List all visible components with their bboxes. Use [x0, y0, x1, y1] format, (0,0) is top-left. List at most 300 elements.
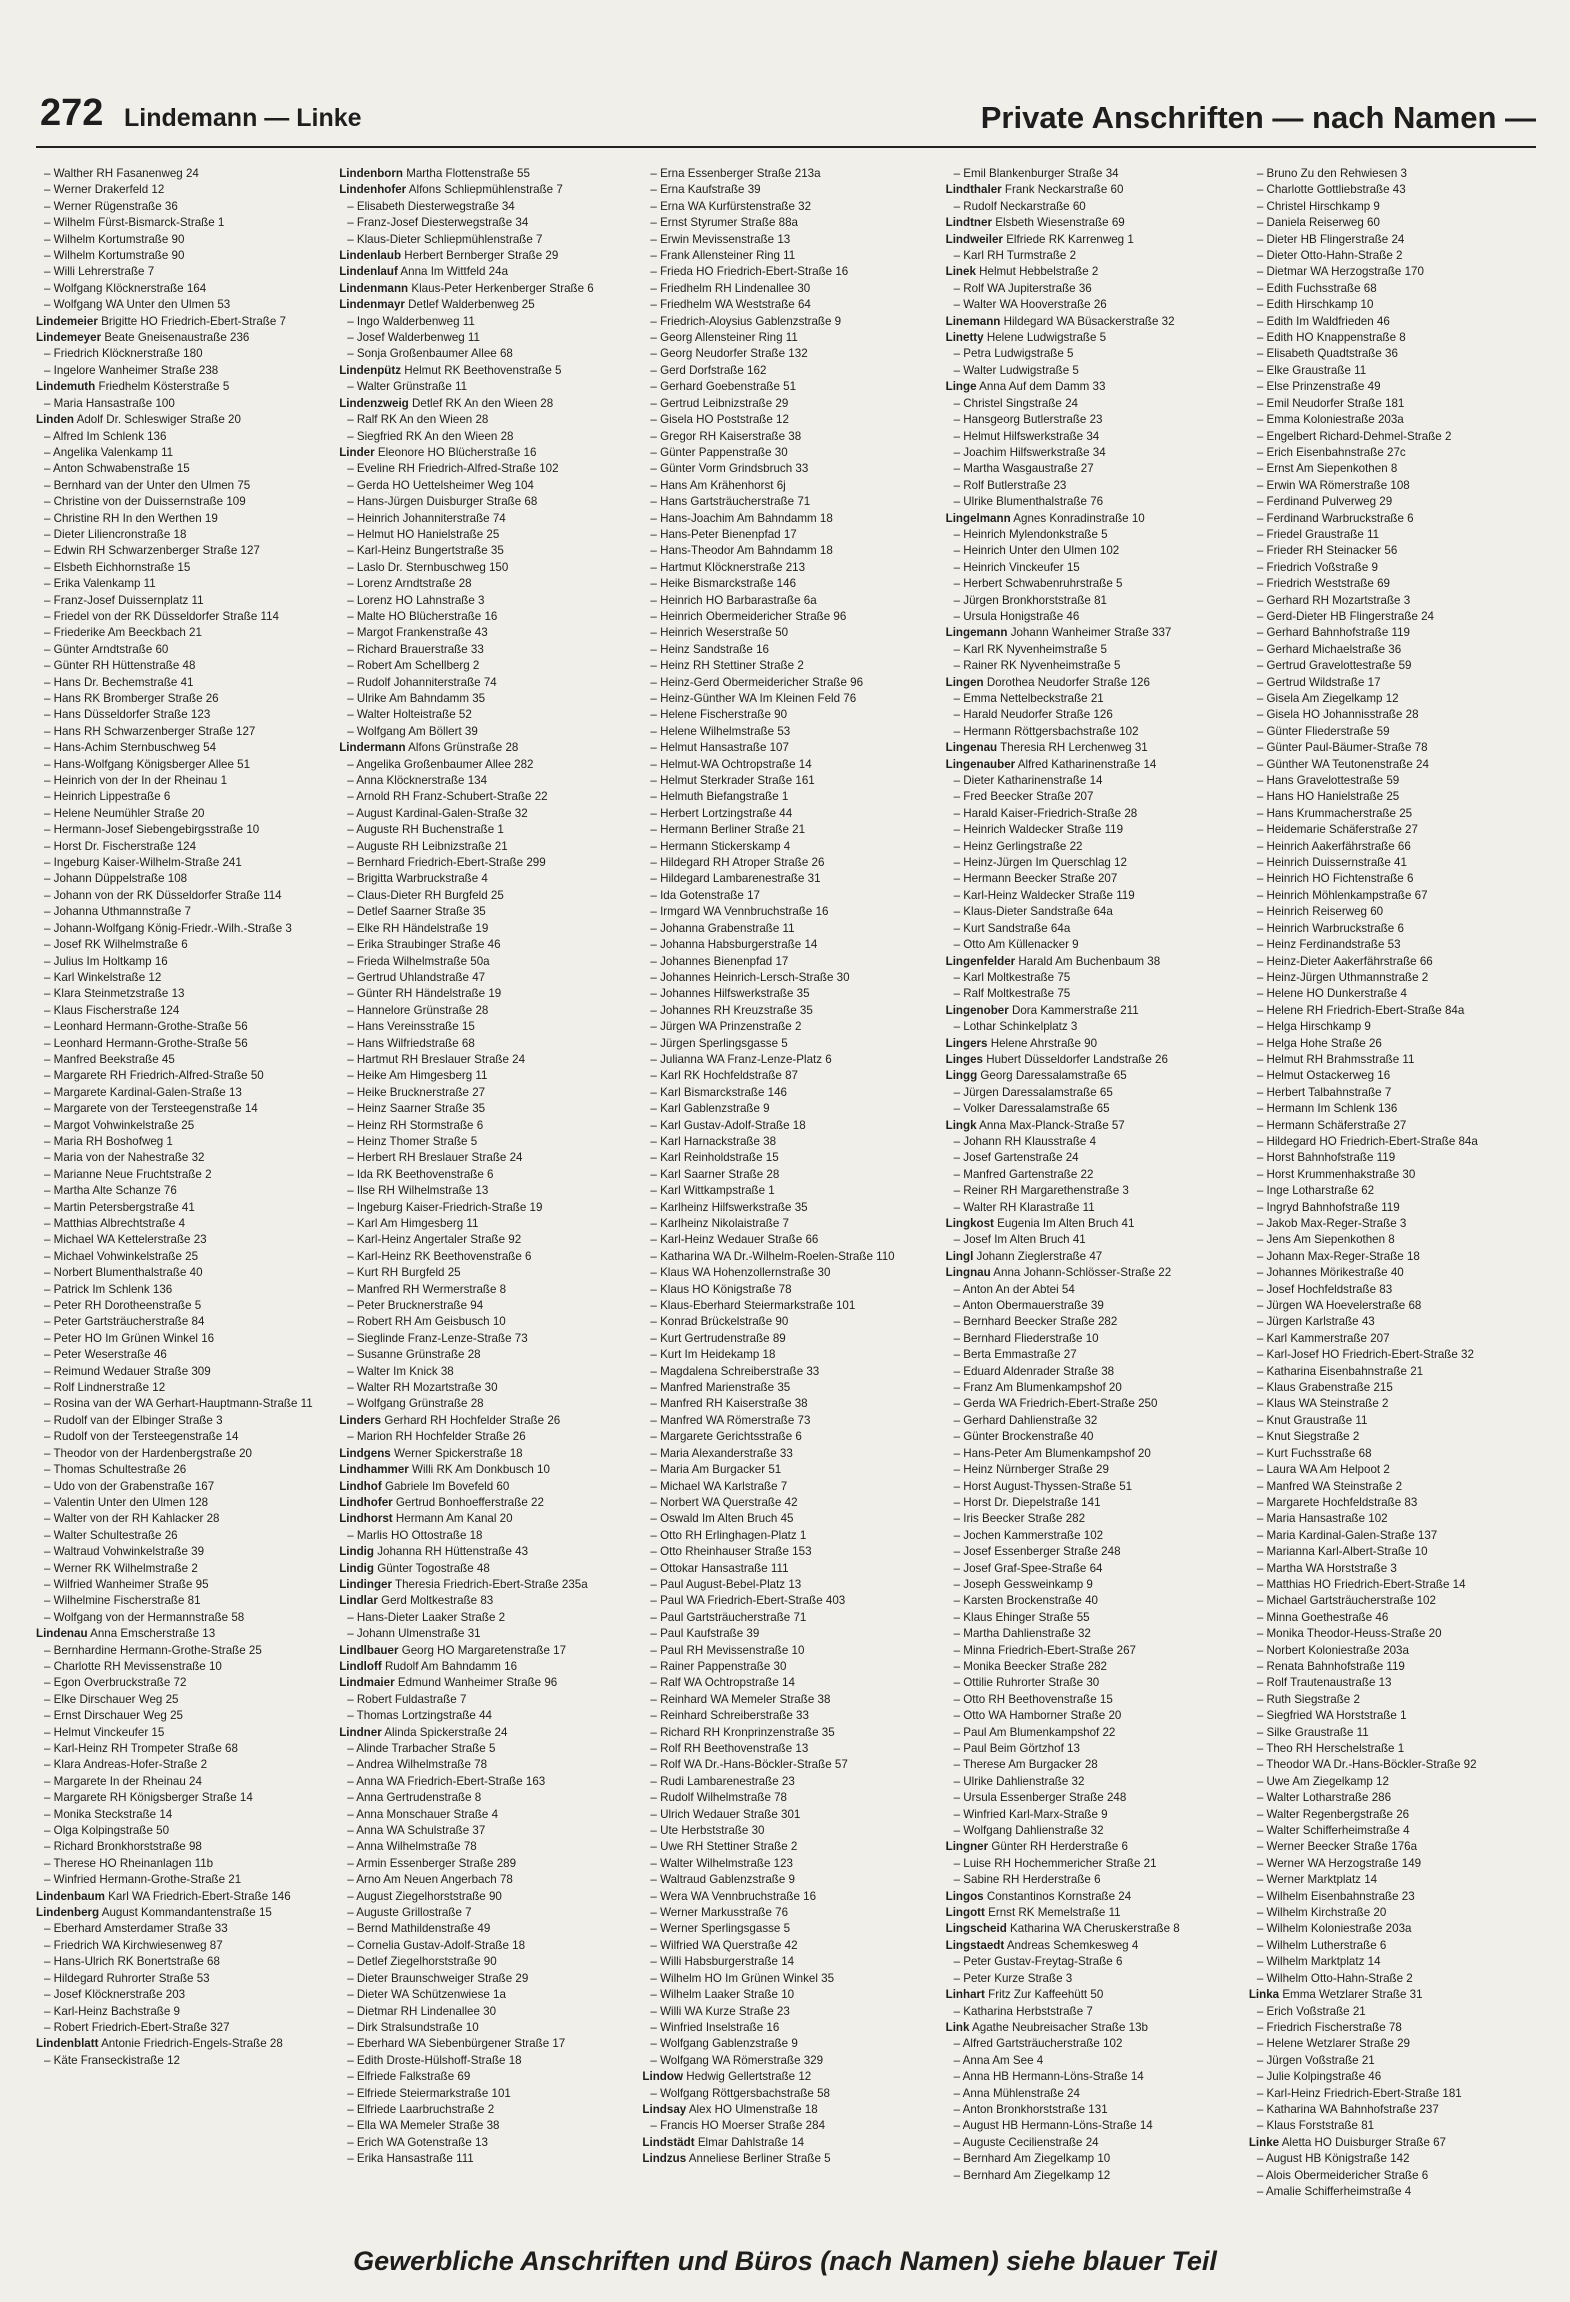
listing-entry	[339, 199, 636, 215]
entry-text: Josef Essenberger Straße 248	[963, 1545, 1121, 1559]
listing-column-1	[36, 166, 333, 2226]
entry-text: Petra Ludwigstraße 5	[963, 347, 1074, 361]
entry-text: Maria Hansastraße 100	[53, 396, 175, 410]
listing-entry	[1249, 1708, 1546, 1724]
entry-text: Auguste RH Leibnizstraße 21	[356, 839, 508, 853]
entry-text: Heinrich Reiserweg 60	[1266, 905, 1384, 919]
entry-text: Erna WA Kurfürstenstraße 32	[660, 199, 812, 213]
entry-text: Heinrich von der In der Rheinau 1	[53, 774, 228, 788]
entry-text: Bernhard Friedrich-Ebert-Straße 299	[356, 856, 546, 870]
entry-text: Klara Andreas-Hofer-Straße 2	[53, 1758, 208, 1772]
entry-text: Erwin Mevissenstraße 13	[660, 232, 791, 246]
entry-text: Hans HO Hanielstraße 25	[1266, 790, 1400, 804]
listing-entry	[36, 1790, 333, 1806]
listing-entry	[642, 1741, 939, 1757]
listing-entry	[339, 2004, 636, 2020]
entry-text: Karlheinz Nikolaistraße 7	[660, 1217, 789, 1230]
entry-text: Martha Alte Schanze 76	[53, 1184, 177, 1198]
listing-entry	[1249, 1774, 1546, 1790]
listing-entry	[1249, 855, 1546, 871]
listing-entry	[946, 1905, 1243, 1921]
entry-text: Walter Ludwigstraße 5	[963, 363, 1079, 377]
listing-entry	[946, 593, 1243, 609]
listing-entry	[36, 461, 333, 477]
listing-entry	[339, 855, 636, 871]
entry-text: Jochen Kammerstraße 102	[963, 1528, 1104, 1542]
listing-entry	[36, 543, 333, 559]
listing-entry	[642, 2053, 939, 2069]
entry-text: Kurt Sandstraße 64a	[963, 921, 1071, 935]
entry-text: Ursula Honigstraße 46	[963, 609, 1080, 623]
entry-text: Ursula Essenberger Straße 248	[963, 1791, 1127, 1805]
entry-text: Friederike Am Beeckbach 21	[53, 626, 202, 640]
entry-text: Hans-Wolfgang Königsberger Allee 51	[53, 757, 251, 771]
entry-text: Heinz-Dieter Aakerfährstraße 66	[1266, 954, 1433, 968]
listing-entry	[36, 297, 333, 313]
listing-entry	[642, 1823, 939, 1839]
listing-entry	[946, 675, 1243, 691]
entry-text: Helga Hohe Straße 26	[1266, 1036, 1382, 1050]
listing-entry	[339, 1544, 636, 1560]
entry-text: Ingeburg Kaiser-Friedrich-Straße 19	[356, 1200, 543, 1214]
listing-entry	[1249, 1807, 1546, 1823]
listing-entry	[946, 1643, 1243, 1659]
listing-entry	[36, 789, 333, 805]
listing-entry	[339, 1314, 636, 1330]
listing-entry	[946, 691, 1243, 707]
listing-entry	[339, 1741, 636, 1757]
listing-entry	[642, 511, 939, 527]
listing-entry	[946, 1544, 1243, 1560]
listing-entry	[946, 1577, 1243, 1593]
listing-entry	[339, 1610, 636, 1626]
entry-text: Josef Gartenstraße 24	[963, 1151, 1079, 1165]
entry-text: Friedhelm WA Weststraße 64	[660, 298, 811, 312]
entry-text: Alois Obermeidericher Straße 6	[1265, 2168, 1429, 2182]
entry-text: Karl-Heinz Bachstraße 9	[53, 2004, 180, 2018]
entry-text: Detlef Walderbenweg 25	[408, 298, 535, 312]
listing-entry	[642, 757, 939, 773]
entry-text: Monika Beecker Straße 282	[963, 1659, 1107, 1673]
listing-entry	[1249, 1265, 1546, 1281]
surname: Lindlar	[339, 1594, 378, 1608]
entry-text: Minna Friedrich-Ebert-Straße 267	[963, 1643, 1136, 1657]
entry-text: Frieder RH Steinacker 56	[1266, 544, 1398, 558]
entry-text: Charlotte RH Mevissenstraße 10	[53, 1659, 222, 1673]
entry-text: Werner RK Wilhelmstraße 2	[53, 1561, 198, 1575]
entry-text: Wilhelm Marktplatz 14	[1266, 1955, 1381, 1969]
entry-text: Peter Gustav-Freytag-Straße 6	[963, 1955, 1123, 1969]
entry-text: Ernst Am Siepenkothen 8	[1266, 462, 1398, 476]
entry-text: Theo RH Herschelstraße 1	[1266, 1742, 1405, 1755]
listing-entry	[642, 1577, 939, 1593]
listing-entry	[642, 1872, 939, 1888]
listing-entry	[642, 970, 939, 986]
entry-text: Paul August-Bebel-Platz 13	[660, 1577, 802, 1591]
entry-text: Detlef Ziegelhorststraße 90	[356, 1955, 497, 1969]
listing-entry	[946, 1479, 1243, 1495]
entry-text: Herbert Talbahnstraße 7	[1266, 1085, 1392, 1099]
listing-column-3	[642, 166, 939, 2226]
entry-text: Erika Straubinger Straße 46	[356, 938, 501, 952]
listing-entry	[946, 707, 1243, 723]
entry-text: Alex HO Ulmenstraße 18	[688, 2102, 818, 2116]
entry-text: Arnold RH Franz-Schubert-Straße 22	[356, 790, 548, 804]
listing-entry	[946, 297, 1243, 313]
entry-text: Leonhard Hermann-Grothe-Straße 56	[53, 1020, 248, 1034]
entry-text: Wolfgang WA Unter den Ulmen 53	[53, 298, 231, 312]
listing-entry	[642, 1183, 939, 1199]
entry-text: Jürgen Daressalamstraße 65	[963, 1085, 1113, 1099]
listing-entry	[946, 2004, 1243, 2020]
listing-entry	[1249, 560, 1546, 576]
listing-entry	[642, 2135, 939, 2151]
listing-entry	[339, 986, 636, 1002]
entry-text: Ferdinand Warbruckstraße 6	[1266, 511, 1414, 525]
listing-entry	[36, 1659, 333, 1675]
entry-text: Edith Im Waldfrieden 46	[1266, 314, 1390, 328]
entry-text: Reinhard WA Memeler Straße 38	[660, 1692, 831, 1706]
listing-entry	[946, 560, 1243, 576]
listing-entry	[642, 625, 939, 641]
listing-entry	[1249, 182, 1546, 198]
listing-entry	[1249, 297, 1546, 313]
surname: Linke	[1248, 2135, 1280, 2149]
entry-text: Manfred WA Römerstraße 73	[660, 1413, 811, 1427]
entry-text: Iris Beecker Straße 282	[963, 1512, 1086, 1526]
entry-text: Gerhard Bahnhofstraße 119	[1266, 626, 1410, 640]
listing-entry	[642, 1085, 939, 1101]
listing-entry	[1249, 1511, 1546, 1527]
listing-entry	[946, 379, 1243, 395]
listing-entry	[1249, 264, 1546, 280]
listing-entry	[642, 1593, 939, 1609]
entry-text: Edith HO Knappenstraße 8	[1266, 331, 1406, 345]
surname: Lindner	[339, 1725, 382, 1739]
listing-entry	[946, 1052, 1243, 1068]
entry-text: Helmut Hansastraße 107	[660, 741, 789, 755]
listing-entry	[1249, 1101, 1546, 1117]
entry-text: Katharina Eisenbahnstraße 21	[1266, 1364, 1424, 1378]
entry-text: Rolf WA Jupiterstraße 36	[963, 281, 1092, 295]
entry-text: Jürgen WA Prinzenstraße 2	[660, 1020, 802, 1034]
entry-text: Johanna Grabenstraße 11	[660, 921, 795, 935]
entry-text: Anna Im Wittfeld 24a	[400, 265, 509, 279]
listing-entry	[642, 1757, 939, 1773]
entry-text: Anna HB Hermann-Löns-Straße 14	[962, 2070, 1144, 2084]
listing-entry	[642, 954, 939, 970]
listing-entry	[339, 1167, 636, 1183]
listing-entry	[1249, 527, 1546, 543]
listing-entry	[339, 1052, 636, 1068]
entry-text: Rolf RH Beethovenstraße 13	[660, 1742, 809, 1755]
entry-text: Gerd-Dieter HB Flingerstraße 24	[1266, 609, 1435, 623]
entry-text: Johann Wanheimer Straße 337	[1010, 626, 1172, 640]
listing-entry	[1249, 363, 1546, 379]
entry-text: Karl-Heinz Bungertstraße 35	[356, 544, 504, 558]
entry-text: Helmut Sterkrader Straße 161	[660, 774, 815, 788]
entry-text: Manfred Beekstraße 45	[53, 1052, 175, 1066]
listing-entry	[946, 199, 1243, 215]
entry-text: Harald Neudorfer Straße 126	[963, 708, 1113, 722]
surname: Lingnau	[945, 1266, 991, 1280]
listing-entry	[1249, 215, 1546, 231]
entry-text: Winfried Hermann-Grothe-Straße 21	[53, 1873, 242, 1887]
listing-entry	[36, 675, 333, 691]
listing-entry	[36, 281, 333, 297]
entry-text: Wera WA Vennbruchstraße 16	[660, 1889, 817, 1903]
entry-text: Maria Kardinal-Galen-Straße 137	[1266, 1528, 1438, 1542]
entry-text: Josef RK Wilhelmstraße 6	[53, 938, 188, 952]
listing-entry	[946, 740, 1243, 756]
listing-entry	[1249, 642, 1546, 658]
entry-text: Friedhelm RH Lindenallee 30	[660, 281, 811, 295]
entry-text: Elsbeth Eichhornstraße 15	[53, 560, 191, 574]
listing-entry	[339, 215, 636, 231]
entry-text: Dietmar WA Herzogstraße 170	[1266, 265, 1424, 279]
listing-entry	[339, 593, 636, 609]
listing-entry	[1249, 1331, 1546, 1347]
listing-entry	[1249, 1380, 1546, 1396]
listing-entry	[1249, 937, 1546, 953]
listing-entry	[1249, 871, 1546, 887]
surname: Lingscheid	[945, 1922, 1007, 1936]
listing-entry	[642, 822, 939, 838]
listing-entry	[642, 478, 939, 494]
listing-entry	[946, 2069, 1243, 2085]
entry-text: Malte HO Blücherstraße 16	[356, 609, 498, 623]
entry-text: Beate Gneisenaustraße 236	[104, 331, 250, 345]
listing-entry	[946, 1118, 1243, 1134]
listing-entry	[339, 511, 636, 527]
listing-entry	[946, 1708, 1243, 1724]
listing-entry	[36, 888, 333, 904]
listing-entry	[36, 182, 333, 198]
entry-text: Bernhard Am Ziegelkamp 10	[963, 2152, 1111, 2166]
entry-text: Thomas Schultestraße 26	[53, 1463, 187, 1477]
listing-entry	[36, 707, 333, 723]
listing-entry	[1249, 1626, 1546, 1642]
listing-entry	[946, 1429, 1243, 1445]
entry-text: Margot Frankenstraße 43	[356, 626, 488, 640]
entry-text: Karl-Heinz Friedrich-Ebert-Straße 181	[1266, 2086, 1462, 2100]
entry-text: Hedwig Gellertstraße 12	[686, 2070, 812, 2084]
listing-entry	[36, 1068, 333, 1084]
listing-entry	[642, 1364, 939, 1380]
entry-text: Herbert RH Breslauer Straße 24	[356, 1151, 523, 1165]
entry-text: Anna Monschauer Straße 4	[356, 1807, 499, 1821]
listing-entry	[946, 1495, 1243, 1511]
listing-entry	[1249, 396, 1546, 412]
listing-entry	[946, 1725, 1243, 1741]
listing-entry	[36, 1971, 333, 1987]
entry-text: Ilse RH Wilhelmstraße 13	[356, 1184, 489, 1198]
listing-entry	[642, 1036, 939, 1052]
listing-entry	[642, 1954, 939, 1970]
listing-entry	[946, 1889, 1243, 1905]
entry-text: Karl Saarner Straße 28	[660, 1167, 780, 1181]
listing-entry	[339, 1757, 636, 1773]
listing-entry	[36, 1938, 333, 1954]
listing-entry	[642, 1905, 939, 1921]
entry-text: Peter Gartsträucherstraße 84	[53, 1315, 205, 1329]
entry-text: Joseph Gessweinkamp 9	[963, 1577, 1093, 1591]
entry-text: Anna Johann-Schlösser-Straße 22	[993, 1266, 1172, 1280]
listing-entry	[339, 396, 636, 412]
entry-text: Helmut RK Beethovenstraße 5	[404, 363, 562, 377]
entry-text: Dirk Stralsundstraße 10	[356, 2020, 479, 2034]
entry-text: August Kardinal-Galen-Straße 32	[356, 806, 528, 820]
listing-entry	[36, 1150, 333, 1166]
entry-text: Heinz-Jürgen Uthmannstraße 2	[1266, 970, 1429, 984]
entry-text: Wilhelm HO Im Grünen Winkel 35	[660, 1971, 835, 1985]
entry-text: Günther WA Teutonenstraße 24	[1266, 757, 1429, 771]
entry-text: Ulrike Blumenthalstraße 76	[963, 495, 1104, 509]
surname: Lindsay	[642, 2102, 687, 2116]
entry-text: Martin Petersbergstraße 41	[53, 1200, 195, 1214]
listing-entry	[1249, 1921, 1546, 1937]
listing-entry	[642, 593, 939, 609]
entry-text: Karl-Heinz Angertaler Straße 92	[356, 1233, 522, 1247]
listing-entry	[339, 445, 636, 461]
entry-text: Gerd Dorfstraße 162	[660, 363, 767, 377]
entry-text: Gertrud Wildstraße 17	[1266, 675, 1381, 689]
entry-text: Kurt Im Heidekamp 18	[660, 1348, 776, 1362]
listing-entry	[339, 1347, 636, 1363]
listing-entry	[1249, 1446, 1546, 1462]
listing-entry	[946, 2118, 1243, 2134]
listing-entry	[36, 757, 333, 773]
entry-text: Norbert Koloniestraße 203a	[1266, 1643, 1409, 1657]
entry-text: Willi Habsburgerstraße 14	[660, 1955, 795, 1969]
entry-text: Peter Brucknerstraße 94	[356, 1299, 484, 1313]
listing-entry	[339, 789, 636, 805]
surname: Linhart	[945, 1988, 985, 2002]
entry-text: Lothar Schinkelplatz 3	[963, 1020, 1078, 1034]
entry-text: Elisabeth Diesterwegstraße 34	[356, 199, 515, 213]
listing-entry	[339, 1954, 636, 1970]
listing-entry	[642, 1708, 939, 1724]
entry-text: Heinz Sandstraße 16	[660, 642, 769, 656]
entry-text: Günter Fliederstraße 59	[1266, 724, 1390, 738]
listing-entry	[1249, 1003, 1546, 1019]
listing-entry	[946, 1528, 1243, 1544]
entry-text: Christine von der Duissernstraße 109	[53, 495, 246, 509]
listing-entry	[642, 281, 939, 297]
listing-entry	[36, 1544, 333, 1560]
entry-text: Margarete von der Tersteegenstraße 14	[53, 1102, 258, 1116]
listing-entry	[1249, 954, 1546, 970]
listing-entry	[1249, 1118, 1546, 1134]
listing-entry	[642, 2004, 939, 2020]
listing-entry	[946, 2151, 1243, 2167]
entry-text: Erna Essenberger Straße 213a	[660, 167, 821, 180]
entry-text: Helmut RH Brahmsstraße 11	[1266, 1052, 1415, 1066]
listing-entry	[946, 1003, 1243, 1019]
listing-entry	[642, 675, 939, 691]
entry-text: Paul Beim Görtzhof 13	[963, 1742, 1080, 1755]
listing-entry	[36, 232, 333, 248]
surname: Lingenauber	[945, 757, 1016, 771]
entry-text: Helga Hirschkamp 9	[1266, 1020, 1371, 1034]
listing-entry	[36, 1905, 333, 1921]
listing-entry	[339, 1790, 636, 1806]
listing-entry	[946, 1183, 1243, 1199]
entry-text: Hans Krummacherstraße 25	[1266, 806, 1413, 820]
entry-text: Helene Ludwigstraße 5	[986, 331, 1107, 345]
entry-text: Heinz Nürnberger Straße 29	[963, 1463, 1109, 1477]
entry-text: Heinz Gerlingstraße 22	[963, 839, 1083, 853]
entry-text: Hermann-Josef Siebengebirgsstraße 10	[53, 823, 260, 837]
listing-entry	[36, 264, 333, 280]
entry-text: Gerd Moltkestraße 83	[381, 1594, 494, 1608]
listing-entry	[946, 1757, 1243, 1773]
listing-entry	[1249, 1757, 1546, 1773]
listing-entry	[36, 1347, 333, 1363]
entry-text: Walter RH Klarastraße 11	[963, 1200, 1095, 1214]
entry-text: Wolfgang Grünstraße 28	[356, 1397, 484, 1411]
entry-text: Bernhard Fliederstraße 10	[963, 1331, 1099, 1345]
entry-text: Karl Winkelstraße 12	[53, 970, 162, 984]
listing-entry	[36, 1101, 333, 1117]
entry-text: Klaus WA Hohenzollernstraße 30	[660, 1266, 831, 1280]
listing-entry	[36, 1856, 333, 1872]
entry-text: Hans Dr. Bechemstraße 41	[53, 675, 194, 689]
listing-entry	[642, 773, 939, 789]
entry-text: Helmut HO Hanielstraße 25	[356, 527, 500, 541]
entry-text: Heinz Thomer Straße 5	[356, 1134, 478, 1148]
entry-text: Otto Am Küllenacker 9	[963, 938, 1079, 952]
surname: Linetty	[945, 331, 984, 345]
entry-text: Christel Hirschkamp 9	[1266, 199, 1380, 213]
surname: Lindenlaub	[339, 249, 402, 263]
listing-entry	[339, 412, 636, 428]
entry-text: Klaus WA Steinstraße 2	[1266, 1397, 1389, 1411]
entry-text: Bernd Mathildenstraße 49	[356, 1922, 491, 1936]
listing-entry	[339, 675, 636, 691]
listing-entry	[946, 1856, 1243, 1872]
listing-entry	[946, 166, 1243, 182]
entry-text: Karl Harnackstraße 38	[660, 1134, 777, 1148]
entry-text: Karl Am Himgesberg 11	[356, 1217, 479, 1230]
entry-text: Paul Kaufstraße 39	[660, 1627, 760, 1641]
listing-entry	[642, 986, 939, 1002]
listing-entry	[339, 1921, 636, 1937]
entry-text: Rudolf van der Elbinger Straße 3	[53, 1413, 223, 1427]
entry-text: Otto Rheinhauser Straße 153	[660, 1545, 812, 1559]
listing-entry	[642, 1134, 939, 1150]
listing-entry	[642, 494, 939, 510]
listing-entry	[642, 871, 939, 887]
listing-entry	[946, 1216, 1243, 1232]
listing-entry	[339, 609, 636, 625]
entry-text: Johannes RH Kreuzstraße 35	[660, 1003, 813, 1017]
entry-text: Ingryd Bahnhofstraße 119	[1266, 1200, 1400, 1214]
surname: Lingenau	[945, 741, 998, 755]
surname: Lindhammer	[339, 1463, 409, 1477]
surname: Lindmaier	[339, 1676, 395, 1690]
listing-entry	[339, 1036, 636, 1052]
entry-text: Ottokar Hansastraße 111	[660, 1561, 789, 1575]
surname: Lindhorst	[339, 1512, 393, 1526]
listing-entry	[339, 429, 636, 445]
listing-entry	[339, 691, 636, 707]
listing-entry	[36, 1265, 333, 1281]
entry-text: Rudolf Johanniterstraße 74	[356, 675, 497, 689]
listing-entry	[1249, 1528, 1546, 1544]
listing-entry	[946, 937, 1243, 953]
entry-text: Fritz Zur Kaffeehütt 50	[988, 1988, 1104, 2002]
